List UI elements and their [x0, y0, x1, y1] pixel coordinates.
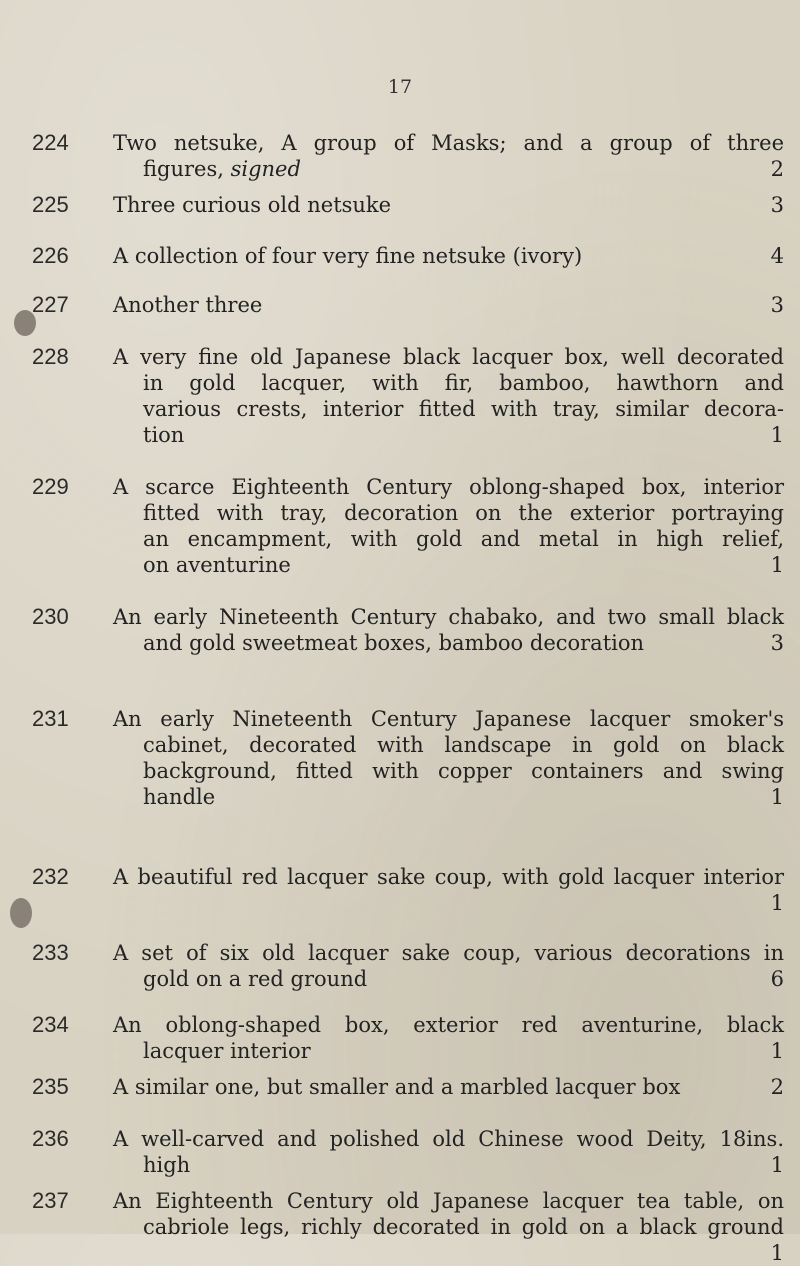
lot-number: 236 [32, 1126, 69, 1151]
description-line: A scarce Eighteenth Century oblong-shaped box, interior [113, 475, 784, 499]
lot-description [113, 344, 784, 448]
description-line: in gold lacquer, with fir, bamboo, hawthorn and [143, 371, 784, 395]
description-last-line [113, 966, 784, 992]
description-line: An Eighteenth Century old Japanese lacquer tea table, on [113, 1189, 784, 1213]
description-line: A very fine old Japanese black lacquer box, well decorated [113, 345, 784, 369]
lot-number: 230 [32, 604, 69, 629]
lot-quantity: 3 [770, 293, 784, 317]
description-line: an encampment, with gold and metal in high relief, [143, 527, 784, 551]
description-last-line [113, 552, 784, 578]
lot-description [113, 192, 784, 218]
description-last-line [113, 422, 784, 448]
lot-number: 229 [32, 474, 69, 499]
page-number: 17 [387, 76, 413, 98]
last-line-text: and gold sweetmeat boxes, bamboo decoration [143, 631, 645, 655]
description-line: fitted with tray, decoration on the exterior portraying [143, 501, 784, 525]
last-line-text: Three curious old netsuke [113, 193, 392, 217]
description-last-line [113, 1074, 784, 1100]
description-line: various crests, interior fitted with tray, similar decora- [143, 397, 784, 421]
description-last-line [113, 1152, 784, 1178]
last-line-text: handle [143, 785, 216, 809]
lot-quantity: 3 [770, 193, 784, 217]
lot-number: 233 [32, 940, 69, 965]
lot-quantity: 1 [770, 1153, 784, 1177]
description-line: A set of six old lacquer sake coup, various decorations in [113, 941, 784, 965]
lot-description [113, 243, 784, 269]
last-line-text: A collection of four very fine netsuke (ivory) [113, 244, 583, 268]
description-line: A beautiful red lacquer sake coup, with gold lacquer interior [113, 865, 784, 889]
ink-blot-lower [10, 898, 32, 928]
lot-quantity: 3 [770, 631, 784, 655]
last-line-text: A similar one, but smaller and a marbled lacquer box [113, 1075, 681, 1099]
description-last-line [113, 630, 784, 656]
description-last-line [113, 292, 784, 318]
last-line-text: on aventurine [143, 553, 291, 577]
lot-quantity: 2 [770, 157, 784, 181]
lot-quantity: 1 [770, 423, 784, 447]
last-line-text: high [143, 1153, 191, 1177]
last-line-text: tion [143, 423, 185, 447]
italic-word: signed [230, 157, 301, 181]
lot-quantity: 1 [770, 891, 784, 915]
lot-number: 232 [32, 864, 69, 889]
lot-description [113, 1074, 784, 1100]
description-last-line [113, 784, 784, 810]
lot-quantity: 1 [770, 785, 784, 809]
lot-description [113, 604, 784, 656]
last-line-text: Another three [113, 293, 263, 317]
last-line-text: lacquer interior [143, 1039, 311, 1063]
description-line: An early Nineteenth Century chabako, and two small black [113, 605, 784, 629]
lot-description [113, 1188, 784, 1266]
lot-description [113, 130, 784, 182]
lot-quantity: 1 [770, 1039, 784, 1063]
lot-number: 224 [32, 130, 69, 155]
lot-description [113, 940, 784, 992]
last-line-text: gold on a red ground [143, 967, 368, 991]
lot-quantity: 1 [770, 1241, 784, 1265]
lot-quantity: 1 [770, 553, 784, 577]
lot-number: 234 [32, 1012, 69, 1037]
last-line-text: figures, signed [143, 157, 301, 181]
description-last-line [113, 243, 784, 269]
lot-number: 227 [32, 292, 69, 317]
description-line: cabinet, decorated with landscape in gold on black [143, 733, 784, 757]
description-line: An oblong-shaped box, exterior red aventurine, black [113, 1013, 784, 1037]
description-last-line [113, 1038, 784, 1064]
lot-quantity: 4 [770, 244, 784, 268]
lot-description [113, 474, 784, 578]
lot-number: 225 [32, 192, 69, 217]
description-line: An early Nineteenth Century Japanese lacquer smoker's [113, 707, 784, 731]
lot-quantity: 2 [770, 1075, 784, 1099]
lot-number: 237 [32, 1188, 69, 1213]
lot-number: 235 [32, 1074, 69, 1099]
lot-number: 228 [32, 344, 69, 369]
lot-number: 231 [32, 706, 69, 731]
lot-description [113, 1012, 784, 1064]
lot-description [113, 1126, 784, 1178]
description-line: A well-carved and polished old Chinese wood Deity, 18ins. [113, 1127, 784, 1151]
description-last-line [113, 156, 784, 182]
description-line: Two netsuke, A group of Masks; and a group of three [113, 131, 784, 155]
lot-quantity: 6 [770, 967, 784, 991]
lot-description [113, 706, 784, 810]
lot-description [113, 292, 784, 318]
lot-number: 226 [32, 243, 69, 268]
description-line: cabriole legs, richly decorated in gold on a black ground [143, 1215, 784, 1239]
description-last-line [113, 192, 784, 218]
lot-description [113, 864, 784, 916]
description-line: background, fitted with copper containers and swing [143, 759, 784, 783]
